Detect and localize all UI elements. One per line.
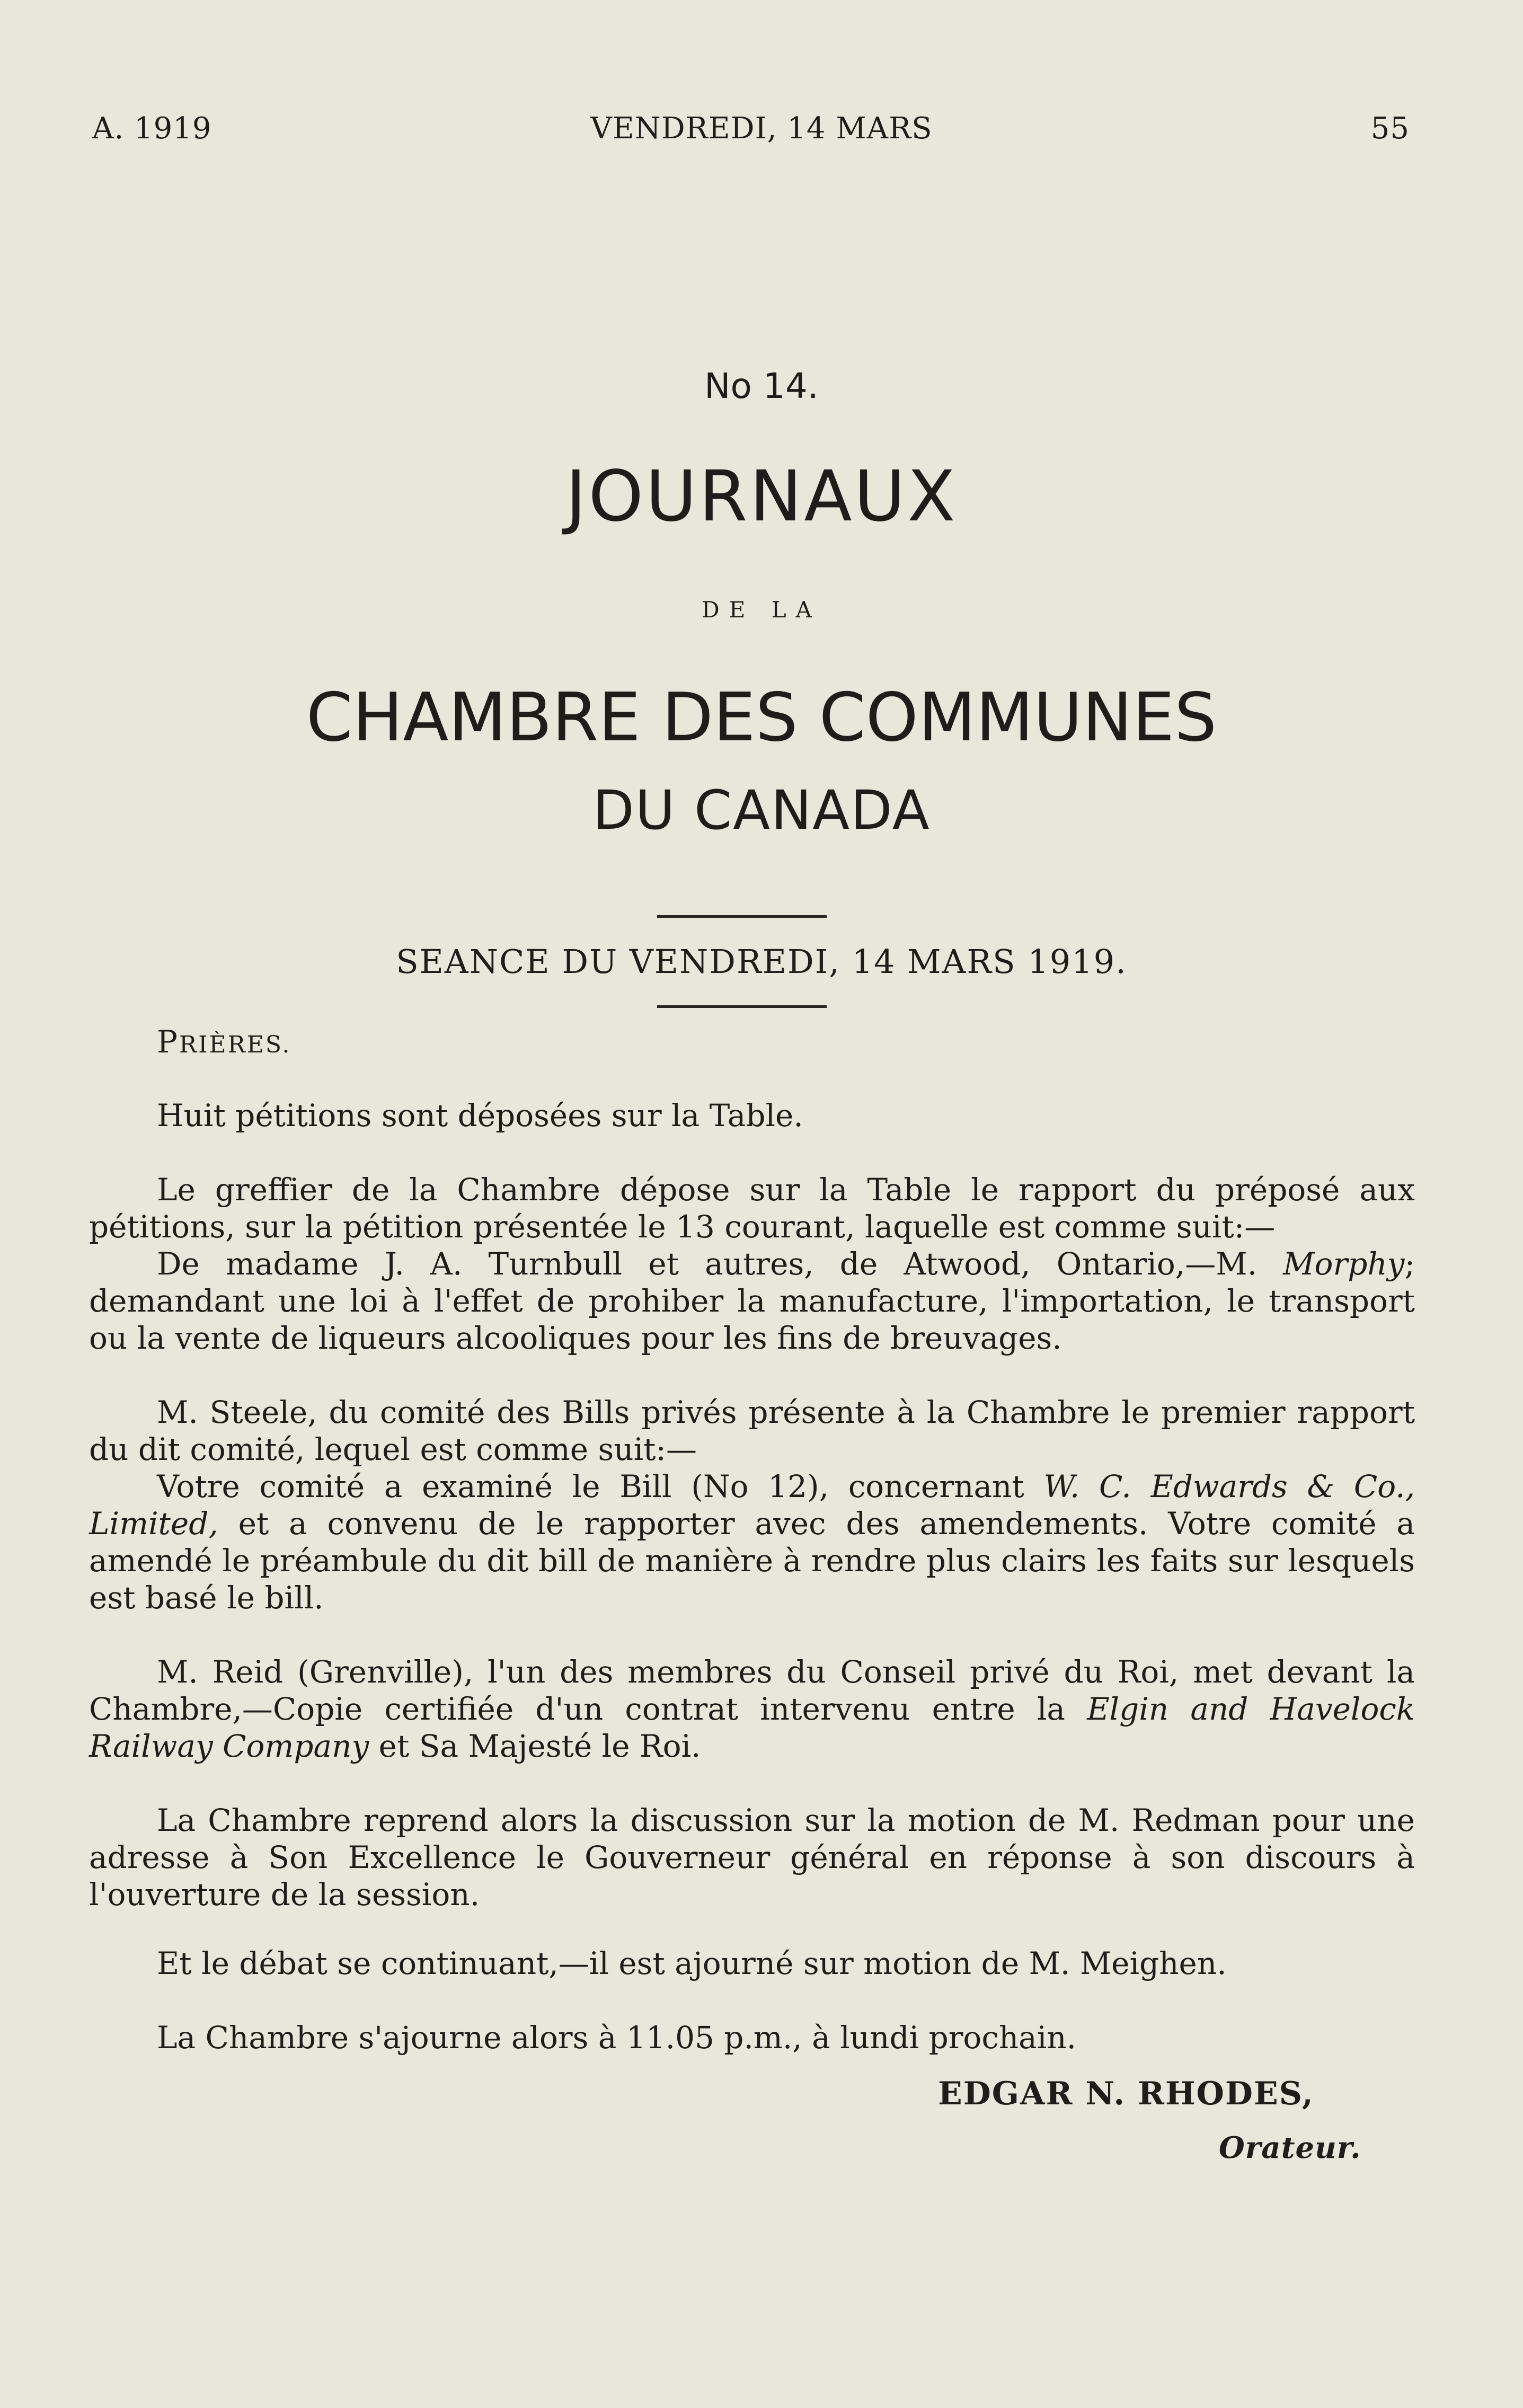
title-country: DU CANADA — [592, 779, 931, 842]
company-name: W. C. Edwards & Co., Limited, — [89, 1468, 1415, 1542]
paragraph-adjourned-debate — [89, 1945, 1415, 1982]
paragraph-petitions — [89, 1097, 1415, 1134]
paragraph-privy-council: M. Reid (Grenville), l'un des membres du Conseil privé du Roi, met devant la Chambre,—Copie certifiée d'un contrat intervenu entre la Elgin and Havelock Railway Company et Sa Majesté le Roi. — [89, 1654, 1415, 1764]
paragraph-text: Huit pétitions sont déposées sur la Table. — [157, 1097, 803, 1134]
paragraph-debate — [89, 1802, 1415, 1913]
issue-number: No 14. — [704, 366, 819, 406]
petition-detail: De madame J. A. Turnbull et autres, de Atwood, Ontario,—M. Morphy; demandant une loi à l'effet de prohiber la manufacture, l'importation, le transport ou la vente de liqueurs alcooliques pour les fins de breuvages. — [89, 1246, 1415, 1356]
page-title: JOURNAUX — [565, 456, 958, 537]
paragraph-committee-report — [89, 1394, 1415, 1616]
paragraph-adjournment — [89, 2019, 1415, 2056]
divider-bottom — [657, 1005, 827, 1008]
paragraph-text: La Chambre reprend alors la discussion sur la motion de M. Redman pour une adresse à Son Excellence le Gouverneur général en réponse à son discours à l'ouverture de la session. — [89, 1802, 1415, 1913]
paragraph-text: M. Steele, du comité des Bills privés présente à la Chambre le premier rapport du dit comité, lequel est comme suit:— — [89, 1394, 1415, 1467]
signature-title: Orateur. — [1219, 2130, 1361, 2165]
header-year: A. 1919 — [92, 111, 212, 146]
header-date: VENDREDI, 14 MARS — [590, 111, 933, 146]
committee-detail: Votre comité a examiné le Bill (No 12), concernant W. C. Edwards & Co., Limited, et a convenu de le rapporter avec des amendements. Votre comité a amendé le préambule du dit bill de manière à rendre plus clairs les faits sur lesquels est basé le bill. — [89, 1468, 1415, 1616]
prayers-rest: RIÈRES. — [179, 1031, 291, 1058]
prayers-initial: P — [157, 1024, 180, 1060]
paragraph-text: Le greffier de la Chambre dépose sur la Table le rapport du préposé aux pétitions, sur la pétition présentée le 13 courant, laquelle est comme suit:— — [89, 1172, 1415, 1245]
paragraph-text: Et le débat se continuant,—il est ajourné sur motion de M. Meighen. — [157, 1945, 1227, 1981]
railway-name: Elgin and Havelock Railway Company — [89, 1691, 1415, 1764]
paragraph-text: La Chambre s'ajourne alors à 11.05 p.m., à lundi prochain. — [157, 2020, 1077, 2056]
signature-name: EDGAR N. RHODES, — [938, 2075, 1314, 2112]
paragraph-clerk-report — [89, 1171, 1415, 1357]
title-connector: DE LA — [702, 597, 821, 623]
page-number: 55 — [1370, 111, 1410, 146]
title-chamber: CHAMBRE DES COMMUNES — [306, 678, 1217, 756]
member-name: Morphy — [1283, 1246, 1405, 1282]
divider-top — [657, 915, 827, 918]
session-heading: SEANCE DU VENDREDI, 14 MARS 1919. — [396, 942, 1127, 981]
prayers-heading — [157, 1024, 291, 1060]
